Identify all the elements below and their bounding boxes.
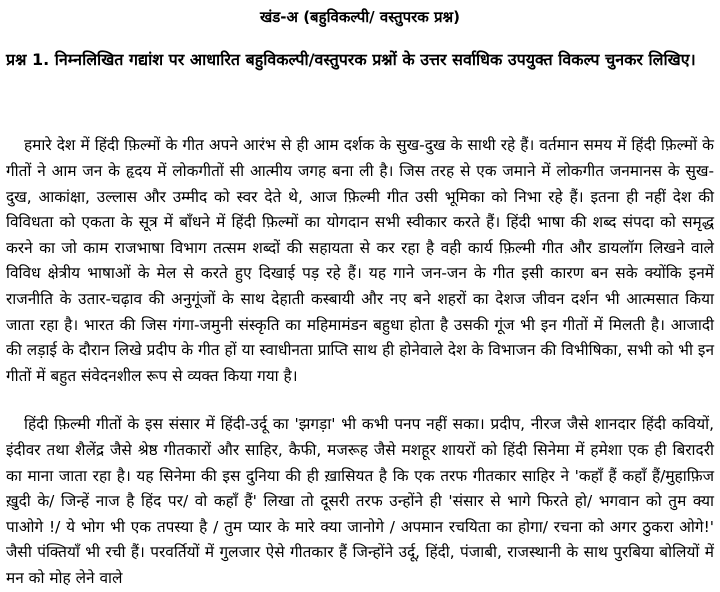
question-heading: प्रश्न 1. निम्नलिखित गद्यांश पर आधारित बहुविकल्पी/वस्तुपरक प्रश्नों के उत्तर सर्वाधिक उपयुक्त विकल्प चुनकर लिखिए। [6, 50, 696, 69]
section-title: खंड-अ (बहुविकल्पी/ वस्तुपरक प्रश्न) [260, 8, 460, 26]
passage-paragraph-1: हमारे देश में हिंदी फ़िल्मों के गीत अपने आरंभ से ही आम दर्शक के सुख-दुख के साथी रहे हैं। वर्तमान समय में हिंदी फ़िल्मों के गीतों ने आम जन के हृदय में लोकगीतों सी आत्मीय जगह बना ली है। जिस तरह से एक जमाने में लोकगीत जनमानस के सुख-दुख, आकांक्षा, उल्लास और उम्मीद को स्वर देते थे, आज फ़िल्मी गीत उसी भूमिका को निभा रहे हैं। इतना ही नहीं देश की विविधता को एकता के सूत्र में बाँधने में हिंदी फ़िल्मों का योगदान सभी स्वीकार करते हैं। हिंदी भाषा की शब्द संपदा को समृद्ध करने का जो काम राजभाषा विभाग तत्सम शब्दों की सहायता से कर रहा है वही कार्य फ़िल्मी गीत और डायलॉग लिखने वाले विविध क्षेत्रीय भाषाओं के मेल से करते हुए दिखाई पड़ रहे हैं। यह गाने जन-जन के गीत इसी कारण बन सके क्योंकि इनमें राजनीति के उतार-चढ़ाव की अनुगूंजों के साथ देहाती कस्बायी और नए बने शहरों का देशज जीवन दर्शन भी आत्मसात किया जाता रहा है। भारत की जिस गंगा-जमुनी संस्कृति का महिमामंडन बहुधा होता है उसकी गूंज भी इन गीतों में मिलती है। आजादी की लड़ाई के दौरान लिखे प्रदीप के गीत हों या स्वाधीनता प्राप्ति साथ ही होनेवाले देश के विभाजन की विभीषिका, सभी को भी इन गीतों में बहुत संवेदनशील रूप से व्यक्त किया गया है। [6, 136, 714, 385]
passage-paragraph-2: हिंदी फ़िल्मी गीतों के इस संसार में हिंदी-उर्दू का 'झगड़ा' भी कभी पनप नहीं सका। प्रदीप, नीरज जैसे शानदार हिंदी कवियों, इंदीवर तथा शैलेंद्र जैसे श्रेष्ठ गीतकारों और साहिर, कैफी, मजरूह जैसे मशहूर शायरों को हिंदी सिनेमा में हमेशा एक ही बिरादरी का माना जाता रहा है। यह सिनेमा की इस दुनिया की ही ख़ासियत है कि एक तरफ गीतकार साहिर ने 'कहाँ हैं कहाँ हैं/मुहाफ़िज ख़ुदी के/ जिन्हें नाज है हिंद पर/ वो कहाँ हैं' लिखा तो दूसरी तरफ उन्होंने ही 'संसार से भागे फिरते हो/ भगवान को तुम क्या पाओगे !/ ये भोग भी एक तपस्या है / तुम प्यार के मारे क्या जानोगे / अपमान रचयिता का होगा/ रचना को अगर ठुकरा ओगे!' जैसी पंक्तियाँ भी रची हैं। परवर्तियों में गुलजार ऐसे गीतकार हैं जिन्होंने उर्दू, हिंदी, पंजाबी, राजस्थानी के साथ पुरबिया बोलियों में मन को मोह लेने वाले [6, 415, 714, 587]
